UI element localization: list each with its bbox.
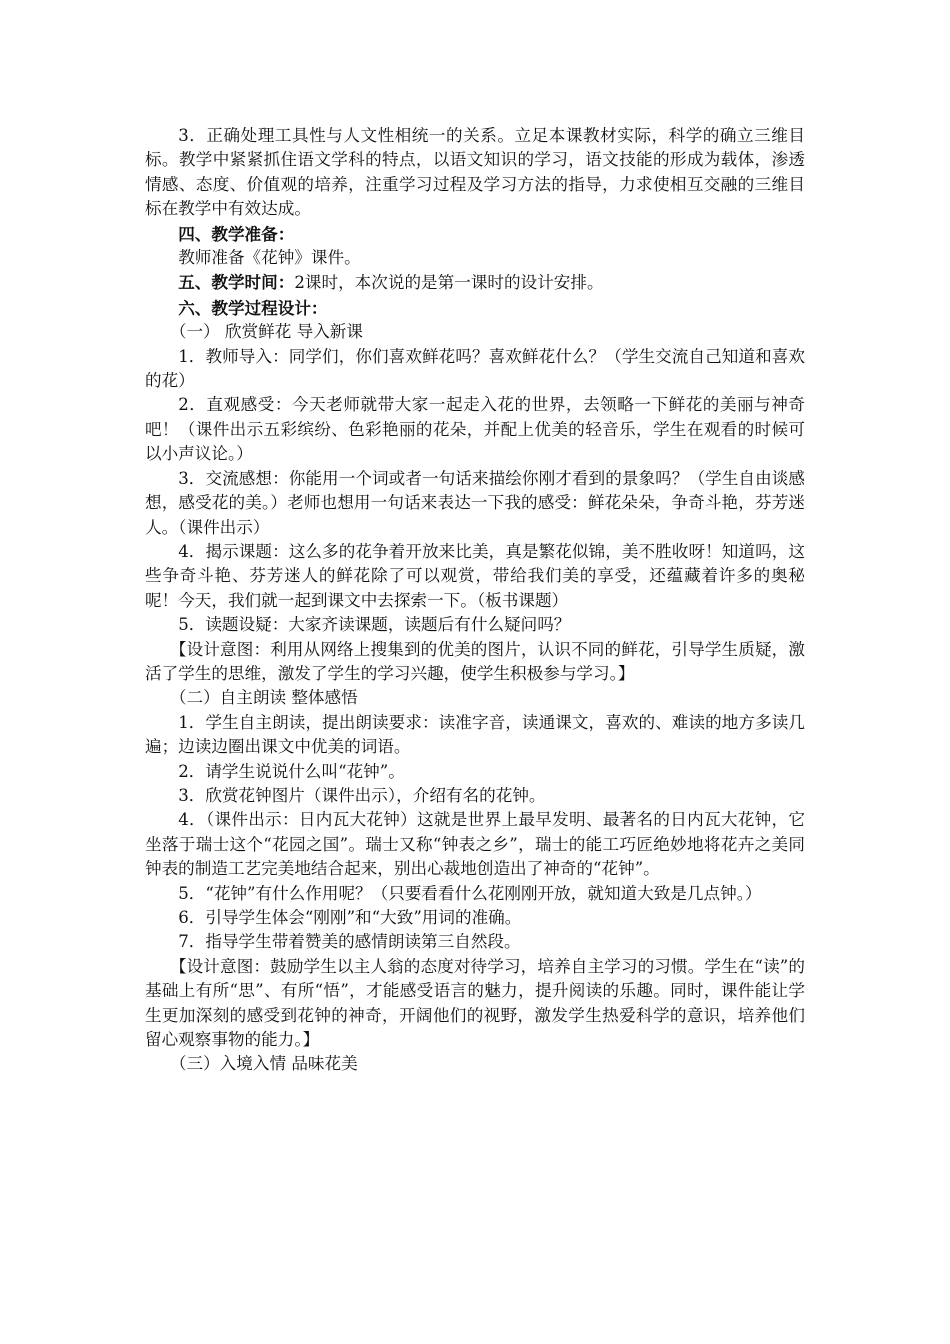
subheading-section-1: （一） 欣赏鲜花 导入新课 [169,322,363,342]
subheading-section-2: （二）自主朗读 整体感悟 [169,688,358,708]
heading-teaching-preparation: 四、教学准备： [178,223,295,244]
step-1-5: 5．读题设疑：大家齐读课题，读题后有什么疑问吗？ [178,615,571,635]
paragraph-preparation: 教师准备《花钟》课件。 [178,248,361,268]
step-2-2: 2．请学生说说什么叫“花钟”。 [178,761,405,781]
design-intent-2: 【设计意图：鼓励学生以主人翁的态度对待学习，培养自主学习的习惯。学生在“读”的基础上有所“思”、有所“悟”，才能感受语言的魅力，提升阅读的乐趣。同时，课件能让学生更加深刻的感受到花钟的神奇，开阔他们的视野，激发学生热爱科学的意识，培养他们留心观察事物的能力。】 [145,956,805,1050]
step-2-6: 6．引导学生体会“刚刚”和“大致”用词的准确。 [178,908,522,927]
step-2-4: 4．（课件出示：日内瓦大花钟）这就是世界上最早发明、最著名的日内瓦大花钟，它坐落于瑞士这个“花园之国”。瑞士又称“钟表之乡”，瑞士的能工巧匠绝妙地将花卉之美同钟表的制造工艺完美地结合起来，别出心裁地创造出了神奇的“花钟”。 [145,810,805,879]
step-2-1: 1．学生自主朗读，提出朗读要求：读准字音，读通课文，喜欢的、难读的地方多读几遍；边读边圈出课文中优美的词语。 [145,712,805,757]
step-2-3: 3．欣赏花钟图片（课件出示），介绍有名的花钟。 [178,785,546,805]
subheading-section-3: （三）入境入情 品味花美 [169,1054,358,1074]
heading-process-design: 六、教学过程设计： [178,297,328,318]
step-1-2: 2．直观感受：今天老师就带大家一起走入花的世界，去领略一下鲜花的美丽与神奇吧！（课件出示五彩缤纷、色彩艳丽的花朵，并配上优美的轻音乐，学生在观看的时候可以小声议论。） [145,395,805,464]
step-2-5: 5．“花钟”有什么作用呢？（只要看看什么花刚刚开放，就知道大致是几点钟。） [178,883,762,903]
paragraph-principle-3: 3．正确处理工具性与人文性相统一的关系。立足本课教材实际，科学的确立三维目标。教学中紧紧抓住语文学科的特点，以语文知识的学习，语文技能的形成为载体，渗透情感、态度、价值观的培养，注重学习过程及学习方法的指导，力求使相互交融的三维目标在教学中有效达成。 [145,126,805,219]
design-intent-1: 【设计意图：利用从网络上搜集到的优美的图片，认识不同的鲜花，引导学生质疑，激活了学生的思维，激发了学生的学习兴趣，使学生积极参与学习。】 [145,639,805,683]
step-2-7: 7．指导学生带着赞美的感情朗读第三自然段。 [178,932,521,952]
document-page [145,124,805,1077]
heading-teaching-time: 五、教学时间： [178,272,295,293]
paragraph-teaching-time [145,270,805,295]
step-1-3: 3．交流感想：你能用一个词或者一句话来描绘你刚才看到的景象吗？（学生自由谈感想，感受花的美。）老师也想用一句话来表达一下我的感受：鲜花朵朵，争奇斗艳，芬芳迷人。（课件出示） [145,468,805,537]
step-1-1: 1．教师导入：同学们，你们喜欢鲜花吗？喜欢鲜花什么？（学生交流自己知道和喜欢的花） [145,346,805,391]
teaching-time-text: 2课时，本次说的是第一课时的设计安排。 [294,273,604,293]
step-1-4: 4．揭示课题：这么多的花争着开放来比美，真是繁花似锦，美不胜收呀！知道吗，这些争奇斗艳、芬芳迷人的鲜花除了可以观赏，带给我们美的享受，还蕴藏着许多的奥秘呢！今天，我们就一起到课文中去探索一下。（板书课题） [145,541,805,610]
